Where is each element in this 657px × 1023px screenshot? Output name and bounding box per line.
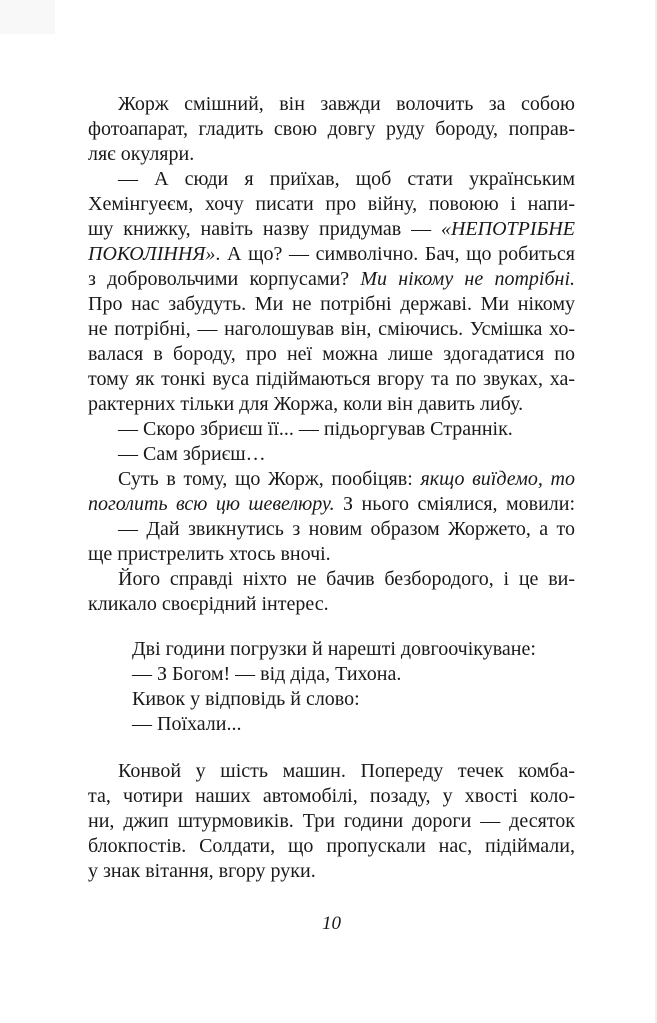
text-segment: — Сам збриєш… [118,443,266,465]
text-segment: — Дай звикнутись з новим образом Жоржето, а то [118,518,575,540]
dialogue-block [132,637,575,737]
text-segment: Про нас забудуть. Ми не потрібні державі. Ми нікому [88,293,575,315]
paragraph-block [88,467,575,517]
text-line [132,662,575,687]
text-line [88,292,575,317]
text-segment: та, чотири наших автомобілі, позаду, у хвості коло- [88,785,575,807]
text-line [132,637,575,662]
text-segment: Кивок у відповідь й слово: [132,688,360,710]
text-segment: — Поїхали... [132,713,242,735]
text-line [88,192,575,217]
text-line [88,784,575,809]
text-segment: Дві години погрузки й нарешті довгоочікуване: [132,638,536,660]
italic-text-segment: Ми нікому не потрібні. [360,268,575,290]
text-segment: З нього сміялися, мовили: [334,493,576,515]
text-line [88,267,575,292]
paragraph-block [88,567,575,617]
text-segment: Суть в тому, що Жорж, пообіцяв: [118,468,421,490]
text-segment: Його справді ніхто не бачив безбородого, і це ви- [118,568,575,590]
text-line [88,367,575,392]
text-segment: рактерних тільки для Жоржа, коли він давить либу. [88,393,524,415]
text-segment: ще пристрелить хтось вночі. [88,543,331,565]
text-line [88,142,575,167]
text-line [88,859,575,884]
text-segment: кликало своєрідний інтерес. [88,593,329,615]
paragraph-block [88,442,575,467]
text-segment: — Скоро збриєш її... — підьоргував Страннік. [118,418,513,440]
italic-text-segment: ПОКОЛІННЯ» [88,243,216,265]
text-segment: шу книжку, навіть назву придумав — [88,218,441,240]
text-segment: . А що? — символічно. Бач, що робиться [215,243,575,265]
text-line [88,517,575,542]
text-segment: з добровольчими корпусами? [88,268,361,290]
text-line [88,417,575,442]
text-segment: — З Богом! — від діда, Тихона. [132,663,402,685]
text-line [88,242,575,267]
text-line [88,759,575,784]
text-line [88,217,575,242]
text-segment: валася в бороду, про неї можна лише здогадатися по [88,343,575,365]
text-segment: Хемінгуеєм, хочу писати про війну, повоюю і напи- [88,193,575,215]
text-line [88,492,575,517]
text-segment: ляє окуляри. [88,143,195,165]
page-number: 10 [322,913,341,934]
paragraph-block [88,517,575,567]
paragraph-block [88,167,575,417]
text-line [88,592,575,617]
text-line [88,834,575,859]
text-segment: Конвой у шість машин. Попереду течек комба- [118,760,575,782]
text-line [88,117,575,142]
text-line [88,92,575,117]
text-segment: тому як тонкі вуса підіймаються вгору та по звуках, ха- [88,368,575,390]
paragraph-block [88,92,575,167]
text-line [88,317,575,342]
page-text [88,92,575,936]
text-line [88,442,575,467]
italic-text-segment: «НЕПОТРІБНЕ [440,218,575,240]
text-line [88,342,575,367]
text-line [132,687,575,712]
italic-text-segment: поголить всю цю шевелюру. [88,493,335,515]
text-segment: Жорж смішний, він завжди волочить за собою [118,93,575,115]
text-segment: не потрібні, — наголошував він, сміючись. Усмішка хо- [88,318,575,340]
text-segment: у знак вітання, вгору руки. [88,860,316,882]
text-segment: блокпостів. Солдати, що пропускали нас, підіймали, [88,835,575,857]
text-line [88,567,575,592]
text-segment: фотоапарат, гладить свою довгу руду бороду, поправ- [88,118,575,140]
text-line [88,542,575,567]
scan-artifact-corner [0,0,55,34]
paragraph-block [88,417,575,442]
text-line [88,809,575,834]
text-line [88,467,575,492]
text-segment: ни, джип штурмовиків. Три години дороги — десяток [88,810,575,832]
italic-text-segment: якщо виїдемо, то [420,468,575,490]
text-line [88,392,575,417]
text-line [88,167,575,192]
paragraph-block [88,759,575,884]
text-segment: — А сюди я приїхав, щоб стати українським [118,168,575,190]
text-line [132,712,575,737]
